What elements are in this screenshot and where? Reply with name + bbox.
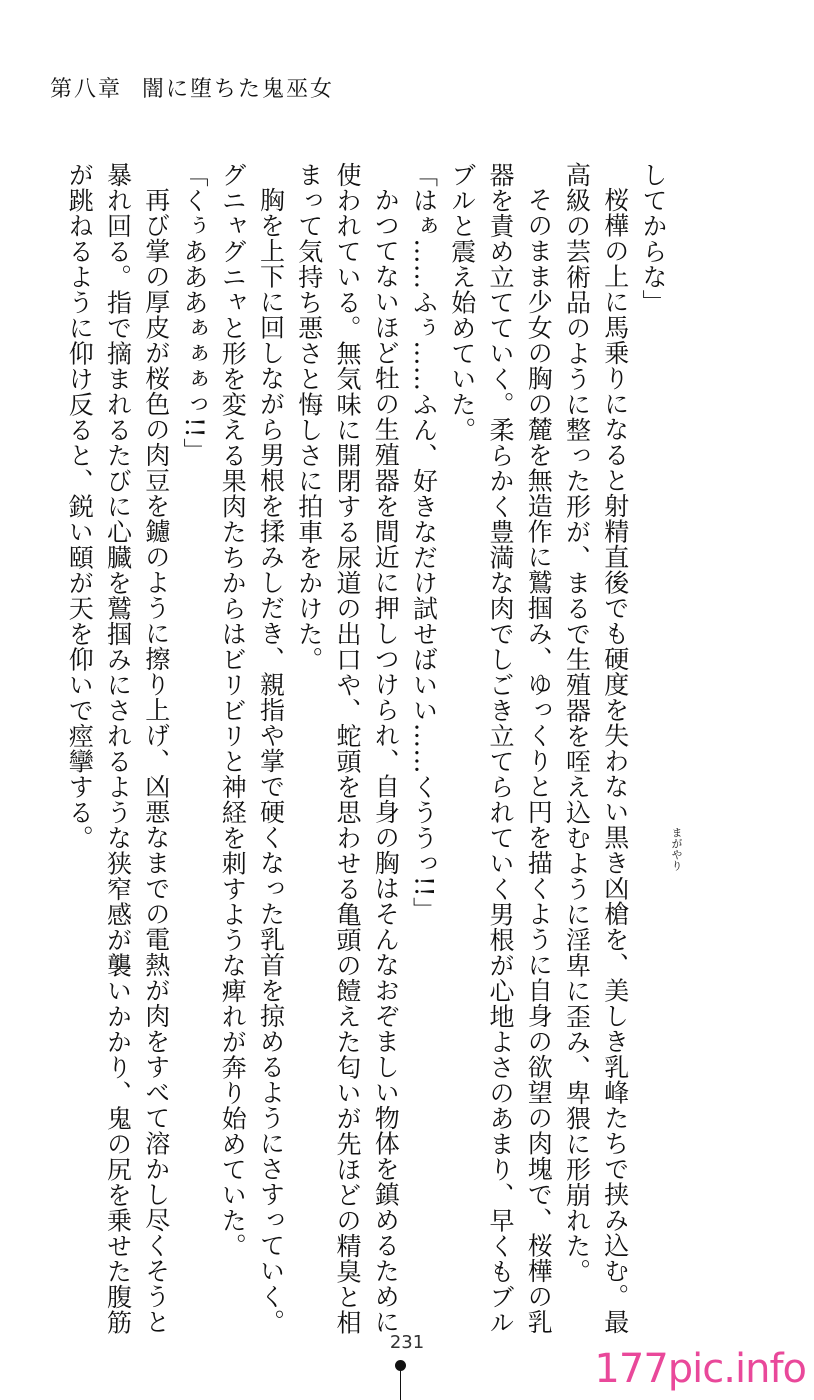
paragraph: 再び掌の厚皮が桜色の肉豆を鑢のように擦り上げ、凶悪なまでの電熱が肉をすべて溶かし尽くそうと暴れ回る。指で摘まれるたびに心臓を鷲掴みにされるような狭窄感が襲いかかり、鬼の尻を乗せた腹筋が跳ねるように仰け反ると、鋭い頤が天を仰いで痙攣する。 (65, 162, 171, 1335)
running-header (50, 72, 334, 103)
paragraph: 胸を上下に回しながら男根を揉みしだき、親指や掌で硬くなった乳首を掠めるようにさすっていく。グニャグニャと形を変える果肉たちからはビリビリと神経を刺すような痺れが奔り始めていた。 (218, 162, 286, 1335)
ruby-annotation: まがやり (670, 827, 683, 871)
vertical-body-text (60, 162, 672, 1342)
chapter-label: 第八章 (50, 77, 123, 102)
paragraph: 桜樺の上に馬乗りになると射精直後でも硬度を失わない黒き凶槍を、美しき乳峰たちで挟み込む。最高級の芸術品のように整った形が、まるで生殖器を咥え込むように淫卑に歪み、卑猥に形崩れた。 (562, 162, 630, 1335)
paragraph: 「はぁ……ふぅ……ふん、好きなだけ試せばいい……くううっ!!」 (409, 162, 439, 923)
paragraph: かつてないほど牡の生殖器を間近に押しつけられ、自身の胸はそんなおぞましい物体を鎮めるために使われている。無気味に開閉する尿道の出口や、蛇頭を思わせる亀頭の饐えた匂いが先ほどの精臭と相まって気持ち悪さと悔しさに拍車をかけた。 (294, 162, 401, 1335)
paragraph: 「くぅあああぁぁぁっ!!」 (180, 162, 209, 464)
paragraph: そのまま少女の胸の麓を無造作に鷲掴み、ゆっくりと円を描くように自身の欲望の肉塊で、桜樺の乳器を責め立てていく。柔らかく豊満な肉でしごき立てられていく男根が心地よさのあまり、早くもブルブルと震え始めていた。 (447, 162, 554, 1335)
paragraph: してからな」 (639, 162, 668, 315)
bookmark-line (400, 1370, 401, 1400)
chapter-title: 闇に堕ちた鬼巫女 (142, 77, 335, 102)
watermark: 177pic.info (594, 1346, 806, 1392)
page-number: 231 (389, 1332, 425, 1353)
